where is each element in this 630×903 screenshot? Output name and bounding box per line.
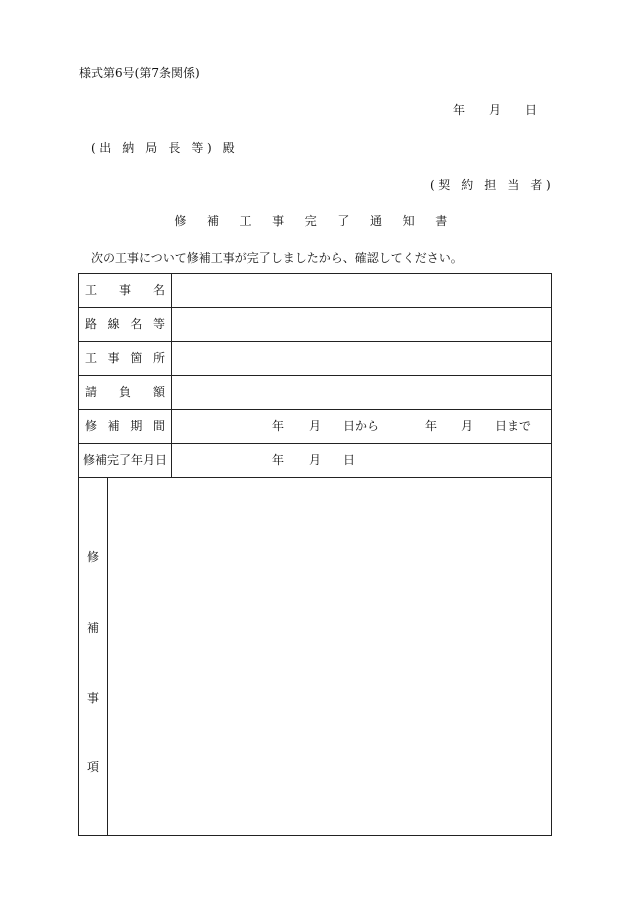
date-month: 月 <box>489 103 502 117</box>
period-month-to: 月 <box>461 419 474 433</box>
label-char: 修 <box>85 419 98 433</box>
row-contract-amount <box>79 376 551 410</box>
row-route-name <box>79 308 551 342</box>
form-number: 様式第6号(第7条関係) <box>79 66 200 80</box>
form-table <box>78 273 552 836</box>
label-route-name <box>79 308 172 341</box>
period-day-from: 日から <box>343 419 380 433</box>
label-work-location <box>79 342 172 375</box>
period-day-to: 日まで <box>495 419 532 433</box>
label-char: 等 <box>152 317 165 331</box>
intro-text: 次の工事について修補工事が完了しましたから、確認してください。 <box>91 251 463 265</box>
label-char: 名 <box>152 283 165 297</box>
label-char: 補 <box>107 419 120 433</box>
repair-label-char: 補 <box>87 621 100 635</box>
value-work-location[interactable] <box>172 342 551 375</box>
label-char: 名 <box>130 317 143 331</box>
repair-label-char: 項 <box>87 760 100 774</box>
addressee: (出 納 局 長 等) 殿 <box>91 141 239 155</box>
repair-items-field[interactable] <box>108 478 551 835</box>
label-text: 修補完了年月日 <box>83 453 168 467</box>
repair-label-char: 事 <box>87 691 100 705</box>
value-repair-period[interactable] <box>172 410 551 443</box>
label-char: 事 <box>118 283 131 297</box>
label-work-name <box>79 274 172 307</box>
completion-month: 月 <box>309 453 322 467</box>
label-char: 期 <box>130 419 143 433</box>
label-contract-amount <box>79 376 172 409</box>
period-year-to: 年 <box>425 419 438 433</box>
label-char: 負 <box>118 385 131 399</box>
period-year-from: 年 <box>272 419 285 433</box>
label-char: 間 <box>152 419 165 433</box>
row-work-name <box>79 274 551 308</box>
completion-day: 日 <box>343 453 356 467</box>
label-repair-period <box>79 410 172 443</box>
value-work-name[interactable] <box>172 274 551 307</box>
contractor: (契 約 担 当 者) <box>430 178 555 192</box>
repair-items-label <box>79 478 108 835</box>
label-char: 額 <box>152 385 165 399</box>
label-char: 工 <box>85 351 98 365</box>
value-contract-amount[interactable] <box>172 376 551 409</box>
row-completion-date <box>79 444 551 478</box>
label-completion-date <box>79 444 172 477</box>
label-char: 箇 <box>130 351 143 365</box>
row-repair-period <box>79 410 551 444</box>
label-char: 請 <box>85 385 98 399</box>
date-day: 日 <box>525 103 538 117</box>
row-work-location <box>79 342 551 376</box>
label-char: 事 <box>107 351 120 365</box>
date-line <box>453 103 537 117</box>
label-char: 路 <box>85 317 98 331</box>
label-char: 工 <box>85 283 98 297</box>
label-char: 線 <box>107 317 120 331</box>
value-route-name[interactable] <box>172 308 551 341</box>
label-char: 所 <box>152 351 165 365</box>
date-year: 年 <box>453 103 466 117</box>
document-title: 修 補 工 事 完 了 通 知 書 <box>174 214 456 228</box>
repair-label-char: 修 <box>87 550 100 564</box>
period-month-from: 月 <box>309 419 322 433</box>
value-completion-date[interactable] <box>172 444 551 477</box>
completion-year: 年 <box>272 453 285 467</box>
